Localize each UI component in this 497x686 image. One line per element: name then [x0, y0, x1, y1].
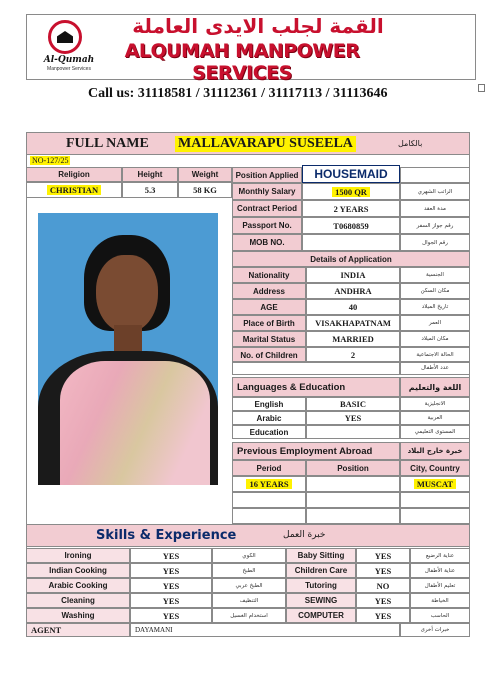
- right-field-label: Monthly Salary: [232, 183, 302, 200]
- skill-right-value: YES: [356, 563, 410, 578]
- skill-right-label: SEWING: [286, 593, 356, 608]
- height-label: Height: [122, 167, 178, 182]
- detail-arabic: تاريخ الميلاد: [400, 299, 470, 315]
- skill-right-label: Children Care: [286, 563, 356, 578]
- language-arabic: الانجليزية: [400, 397, 470, 411]
- right-field-arabic: رقم جواز السفر: [400, 217, 470, 234]
- skills-title: Skills & Experience: [96, 528, 237, 543]
- employment-position: [306, 476, 400, 492]
- logo-subtext: Manpower Services: [47, 66, 91, 72]
- employment-header-position: Position: [306, 460, 400, 476]
- employment-empty-1: [232, 492, 306, 508]
- language-value: YES: [306, 411, 400, 425]
- right-field-label: Contract Period: [232, 200, 302, 217]
- detail-value: INDIA: [306, 267, 400, 283]
- employment-city-text: MUSCAT: [414, 479, 456, 489]
- detail-value: 40: [306, 299, 400, 315]
- reference-number: NO-127/25: [32, 156, 69, 165]
- agent-arabic-label: خبرات أخرى: [400, 623, 470, 637]
- position-applied-value: HOUSEMAID: [302, 165, 400, 183]
- page-corner-icon: [478, 84, 485, 92]
- skill-left-label: Cleaning: [26, 593, 130, 608]
- employment-period-text: 16 YEARS: [246, 479, 291, 489]
- full-name-arabic-label: بالكامل: [398, 139, 423, 148]
- skill-left-label: Ironing: [26, 548, 130, 563]
- right-field-value: [302, 200, 400, 217]
- agent-value: DAYAMANI: [130, 623, 400, 637]
- detail-value: MARRIED: [306, 331, 400, 347]
- employment-header-period: Period: [232, 460, 306, 476]
- agent-label: AGENT: [26, 623, 130, 637]
- detail-label: Address: [232, 283, 306, 299]
- skill-left-value: YES: [130, 578, 212, 593]
- skill-right-value: YES: [356, 593, 410, 608]
- skill-right-arabic: عناية الأطفال: [410, 563, 470, 578]
- right-field-label: MOB NO.: [232, 234, 302, 251]
- right-field-arabic: رقم الجوال: [400, 234, 470, 251]
- right-field-value-text: 2 YEARS: [333, 203, 369, 214]
- company-name: ALQUMAH MANPOWER SERVICES: [124, 40, 360, 84]
- language-label: English: [232, 397, 306, 411]
- children-count-spacer: [232, 361, 400, 375]
- skill-right-label: Tutoring: [286, 578, 356, 593]
- employment-period: [232, 476, 306, 492]
- employment-empty-6: [400, 508, 470, 524]
- language-label: Education: [232, 425, 306, 439]
- skill-right-label: Baby Sitting: [286, 548, 356, 563]
- skills-title-arabic: خبرة العمل: [283, 530, 326, 540]
- language-label: Arabic: [232, 411, 306, 425]
- skill-left-value: YES: [130, 593, 212, 608]
- religion-value: [26, 182, 122, 198]
- skill-left-arabic: الكوي: [212, 548, 286, 563]
- position-applied-empty: [400, 167, 470, 183]
- skill-left-value: YES: [130, 563, 212, 578]
- skill-left-arabic: التنظيف: [212, 593, 286, 608]
- right-field-value: [302, 234, 400, 251]
- detail-label: Marital Status: [232, 331, 306, 347]
- logo-text: Al-Qumah: [43, 55, 95, 65]
- detail-arabic: مكان الميلاد: [400, 331, 470, 347]
- phone-numbers: Call us: 31118581 / 31112361 / 31117113 / 31113646: [88, 86, 388, 101]
- employment-title-arabic: خبرة خارج البلاد: [400, 442, 470, 460]
- skill-right-value: YES: [356, 548, 410, 563]
- languages-title: Languages & Education: [232, 377, 400, 397]
- skills-title-row: [26, 524, 470, 547]
- right-field-value: [302, 183, 400, 200]
- detail-arabic: مكان السكن: [400, 283, 470, 299]
- right-field-arabic: الراتب الشهري: [400, 183, 470, 200]
- right-field-label: Passport No.: [232, 217, 302, 234]
- detail-arabic: العمر: [400, 315, 470, 331]
- right-field-arabic: مدة العقد: [400, 200, 470, 217]
- employment-empty-2: [306, 492, 400, 508]
- children-count-arabic: عدد الأطفال: [400, 361, 470, 375]
- skill-right-value: YES: [356, 608, 410, 623]
- weight-label: Weight: [178, 167, 232, 182]
- detail-label: AGE: [232, 299, 306, 315]
- house-logo-icon: [48, 20, 82, 54]
- employment-header-city: City, Country: [400, 460, 470, 476]
- skill-left-label: Arabic Cooking: [26, 578, 130, 593]
- weight-value: 58 KG: [178, 182, 232, 198]
- detail-arabic: الحالة الاجتماعية: [400, 347, 470, 363]
- skill-left-label: Indian Cooking: [26, 563, 130, 578]
- language-value: BASIC: [306, 397, 400, 411]
- height-value: 5.3: [122, 182, 178, 198]
- full-name-value: MALLAVARAPU SUSEELA: [175, 136, 356, 152]
- skill-right-value: NO: [356, 578, 410, 593]
- skill-right-label: COMPUTER: [286, 608, 356, 623]
- detail-value: VISAKHAPATNAM: [306, 315, 400, 331]
- skill-right-arabic: عناية الرضيع: [410, 548, 470, 563]
- employment-empty-3: [400, 492, 470, 508]
- detail-value: ANDHRA: [306, 283, 400, 299]
- skill-right-arabic: تعليم الأطفال: [410, 578, 470, 593]
- employment-city: [400, 476, 470, 492]
- employment-empty-5: [306, 508, 400, 524]
- candidate-photo: [38, 213, 218, 485]
- skill-left-value: YES: [130, 548, 212, 563]
- detail-label: Nationality: [232, 267, 306, 283]
- language-value: [306, 425, 400, 439]
- employment-empty-4: [232, 508, 306, 524]
- employment-title: Previous Employment Abroad: [232, 442, 400, 460]
- languages-title-arabic: اللغة والتعليم: [400, 377, 470, 397]
- skill-left-label: Washing: [26, 608, 130, 623]
- detail-arabic: الجنسية: [400, 267, 470, 283]
- detail-value: 2: [306, 347, 400, 363]
- language-arabic: العربية: [400, 411, 470, 425]
- religion-label: Religion: [26, 167, 122, 182]
- skill-right-arabic: الخياطة: [410, 593, 470, 608]
- skill-left-arabic: الطبخ: [212, 563, 286, 578]
- detail-label: No. of Children: [232, 347, 306, 363]
- right-field-value-text: 1500 QR: [332, 187, 370, 197]
- company-logo: [34, 18, 104, 74]
- language-arabic: المستوى التعليمي: [400, 425, 470, 439]
- skill-left-arabic: الطبخ عربي: [212, 578, 286, 593]
- right-field-value: [302, 217, 400, 234]
- religion-text: CHRISTIAN: [47, 185, 101, 195]
- position-applied-label: Position Applied: [232, 167, 302, 183]
- detail-label: Place of Birth: [232, 315, 306, 331]
- skill-left-value: YES: [130, 608, 212, 623]
- skill-left-arabic: استخدام الغسيل: [212, 608, 286, 623]
- skill-right-arabic: الحاسب: [410, 608, 470, 623]
- full-name-label: FULL NAME: [66, 136, 149, 151]
- details-title: Details of Application: [232, 251, 470, 267]
- arabic-company-title: القمة لجلب الايدى العاملة: [132, 14, 384, 38]
- right-field-value-text: T0680859: [333, 220, 369, 231]
